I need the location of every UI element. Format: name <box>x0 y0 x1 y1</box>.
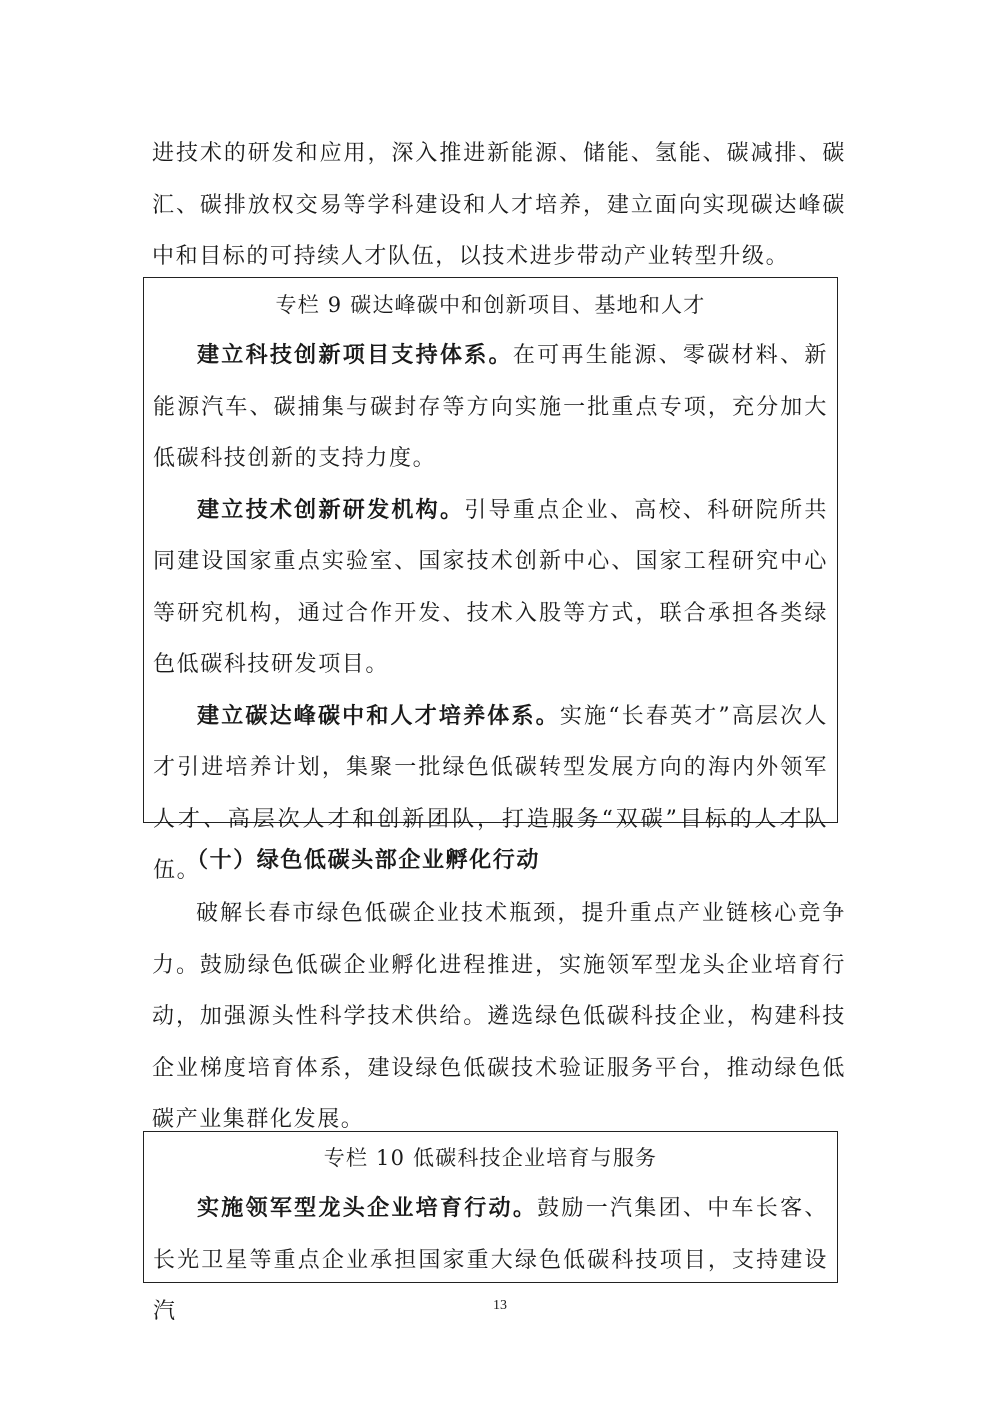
box-9-title: 专栏 9 碳达峰碳中和创新项目、基地和人才 <box>275 293 706 317</box>
box-9-item <box>153 330 828 485</box>
box-9-item-text: 在可再生能源、零碳材料、新能源汽车、碳捕集与碳封存等方向实施一批重点专项，充分加大低碳科技创新的支持力度。 <box>153 343 828 471</box>
box-9-item <box>153 485 828 691</box>
box-10-item-lead: 实施领军型龙头企业培育行动。 <box>197 1195 538 1221</box>
box-9-item-text: 引导重点企业、高校、科研院所共同建设国家重点实验室、国家技术创新中心、国家工程研究中心等研究机构，通过合作开发、技术入股等方式，联合承担各类绿色低碳科技研发项目。 <box>153 497 828 677</box>
box-10-title: 专栏 10 低碳科技企业培育与服务 <box>323 1146 658 1170</box>
intro-paragraph: 进技术的研发和应用，深入推进新能源、储能、氢能、碳减排、碳汇、碳排放权交易等学科建设和人才培养，建立面向实现碳达峰碳中和目标的可持续人才队伍，以技术进步带动产业转型升级。 <box>152 141 846 269</box>
box-10-item <box>153 1183 828 1338</box>
box-10-item-text: 鼓励一汽集团、中车长客、长光卫星等重点企业承担国家重大绿色低碳科技项目，支持建设汽 <box>153 1196 828 1324</box>
page-number: 13 <box>493 1298 507 1313</box>
box-9-item-text: 实施“长春英才”高层次人才引进培养计划，集聚一批绿色低碳转型发展方向的海内外领军人才、高层次人才和创新团队，打造服务“双碳”目标的人才队伍。 <box>153 703 828 883</box>
box-9-item-lead: 建立碳达峰碳中和人才培养体系。 <box>197 702 560 729</box>
section-10-paragraph: 破解长春市绿色低碳企业技术瓶颈，提升重点产业链核心竞争力。鼓励绿色低碳企业孵化进程推进，实施领军型龙头企业培育行动，加强源头性科学技术供给。遴选绿色低碳科技企业，构建科技企业梯度培育体系，建设绿色低碳技术验证服务平台，推动绿色低碳产业集群化发展。 <box>152 901 846 1132</box>
box-9-item-lead: 建立科技创新项目支持体系。 <box>197 342 513 368</box>
box-9-item-lead: 建立技术创新研发机构。 <box>197 496 465 523</box>
section-10-heading: （十）绿色低碳头部企业孵化行动 <box>186 847 541 873</box>
